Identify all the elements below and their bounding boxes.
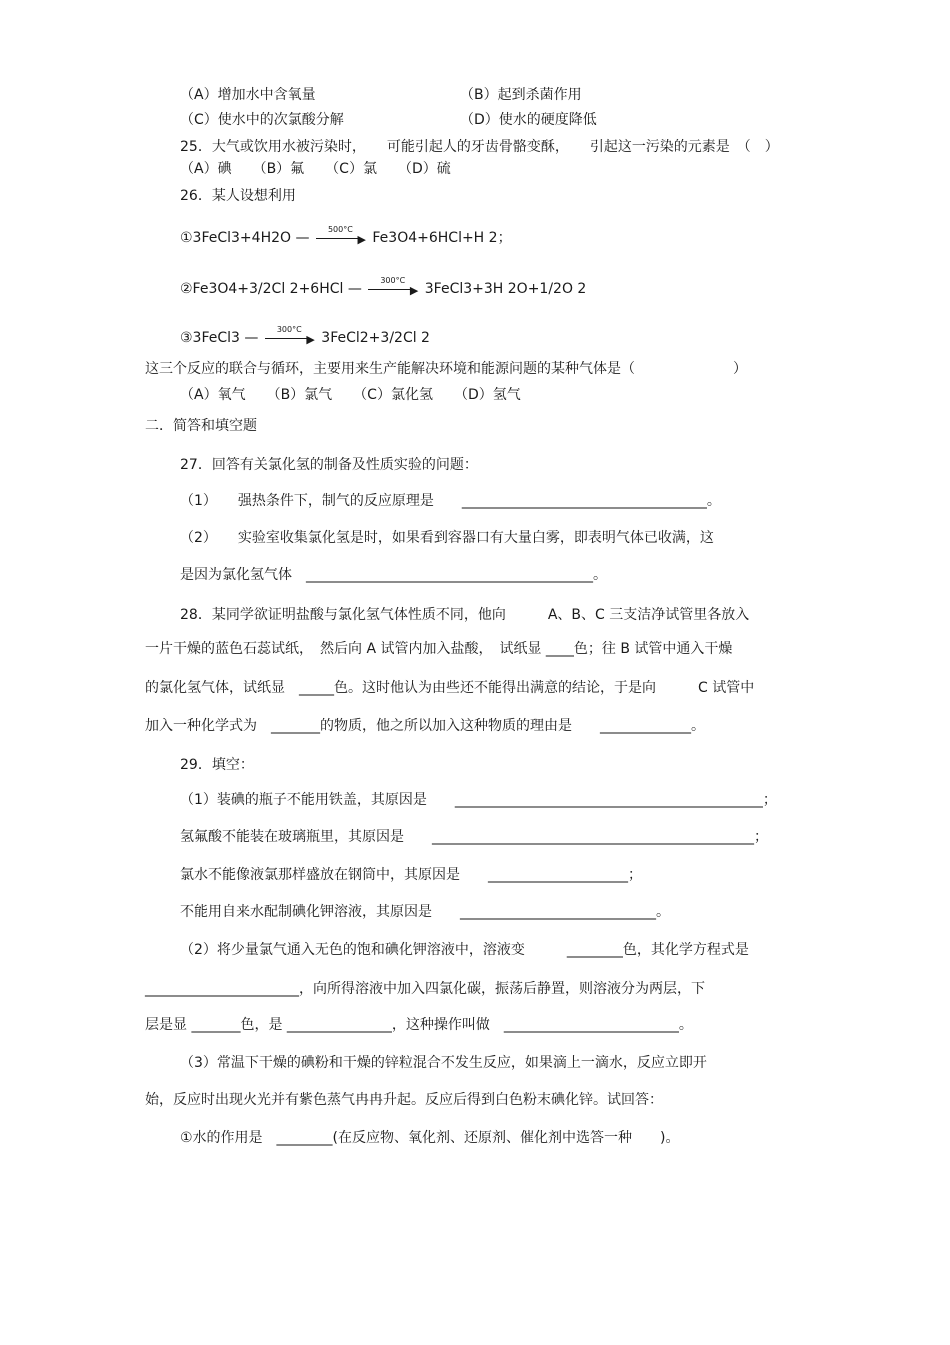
q28-line-3: 的氯化氢气体，试纸显 _____色。这时他认为由些还不能得出满意的结论，于是向 C 试管中	[145, 680, 755, 696]
reaction-arrow-1: 500°C ▶	[316, 229, 366, 247]
q26-question: 这三个反应的联合与循环，主要用来生产能解决环境和能源问题的某种气体是（ ）	[145, 361, 747, 377]
q27-part-2: （2） 实验室收集氯化氢是时，如果看到容器口有大量白雾，即表明气体已收满，这	[180, 530, 714, 546]
q29-part-2a: （2）将少量氯气通入无色的饱和碘化钾溶液中，溶液变 ________色，其化学方程式是	[180, 942, 749, 958]
reaction-3-left: ③3FeCl3 —	[180, 330, 259, 346]
q29-part-1a: （1）装碘的瓶子不能用铁盖，其原因是 ____________________________________________；	[180, 792, 777, 808]
reaction-3-right: 3FeCl2+3/2Cl 2	[321, 330, 430, 346]
q24-option-d: （D）使水的硬度降低	[460, 112, 597, 128]
q26-options: （A）氧气 （B）氯气 （C）氯化氢 （D）氢气	[180, 387, 521, 403]
reaction-3	[180, 325, 430, 347]
reaction-2-condition: 300°C	[380, 276, 406, 285]
section-heading: 二．简答和填空题	[145, 418, 257, 434]
q26-stem: 26．某人设想利用	[180, 188, 296, 204]
q25-options: （A）碘 （B）氟 （C）氯 （D）硫	[180, 161, 451, 177]
reaction-1-left: ①3FeCl3+4H2O —	[180, 230, 310, 246]
q29-part-1b: 氢氟酸不能装在玻璃瓶里，其原因是 ______________________________________________；	[180, 829, 768, 845]
q25-stem: 25．大气或饮用水被污染时， 可能引起人的牙齿骨骼变酥， 引起这一污染的元素是 （ ）	[180, 139, 779, 155]
q28-line-2: 一片干燥的蓝色石蕊试纸， 然后向 A 试管内加入盐酸， 试纸显 ____色；往 B 试管中通入干燥	[145, 641, 733, 657]
q29-part-1c: 氯水不能像液氯那样盛放在钢筒中，其原因是 ____________________；	[180, 867, 642, 883]
reaction-1	[180, 225, 512, 247]
q28-line-1: 28．某同学欲证明盐酸与氯化氢气体性质不同，他向 A、B、C 三支洁净试管里各放入	[180, 607, 750, 623]
q29-part-2c: 层是显 _______色，是 _______________，这种操作叫做 _________________________。	[145, 1017, 693, 1033]
reaction-arrow-3: 300°C ▶	[265, 329, 315, 347]
reaction-1-condition: 500°C	[327, 225, 353, 234]
reaction-3-condition: 300°C	[276, 325, 302, 334]
reaction-2	[180, 276, 587, 298]
q24-option-c: （C）使水中的次氯酸分解	[180, 112, 344, 128]
q28-line-4: 加入一种化学式为 _______的物质，他之所以加入这种物质的理由是 _____________。	[145, 718, 705, 734]
reaction-2-left: ②Fe3O4+3/2Cl 2+6HCl —	[180, 281, 362, 297]
q29-part-3c: ①水的作用是 ________(在反应物、氧化剂、还原剂、催化剂中选答一种 )。	[180, 1130, 680, 1146]
q29-part-1d: 不能用自来水配制碘化钾溶液，其原因是 ____________________________。	[180, 904, 670, 920]
q29-part-3a: （3）常温下干燥的碘粉和干燥的锌粒混合不发生反应，如果滴上一滴水，反应立即开	[180, 1055, 707, 1071]
q27-part-1: （1） 强热条件下，制气的反应原理是 ___________________________________。	[180, 493, 721, 509]
q24-option-a: （A）增加水中含氧量	[180, 87, 316, 103]
q24-option-b: （B）起到杀菌作用	[460, 87, 582, 103]
q27-part-2-cont: 是因为氯化氢气体 _________________________________________。	[180, 567, 607, 583]
q29-part-2b: ______________________，向所得溶液中加入四氯化碳，振荡后静置，则溶液分为两层，下	[145, 981, 705, 997]
reaction-arrow-2: 300°C ▶	[368, 280, 418, 298]
reaction-1-right: Fe3O4+6HCl+H 2；	[372, 230, 512, 246]
q27-stem: 27．回答有关氯化氢的制备及性质实验的问题：	[180, 457, 478, 473]
q29-part-3b: 始，反应时出现火光并有紫色蒸气冉冉升起。反应后得到白色粉末碘化锌。试回答：	[145, 1092, 663, 1108]
reaction-2-right: 3FeCl3+3H 2O+1/2O 2	[424, 281, 587, 297]
q29-stem: 29．填空：	[180, 757, 254, 773]
